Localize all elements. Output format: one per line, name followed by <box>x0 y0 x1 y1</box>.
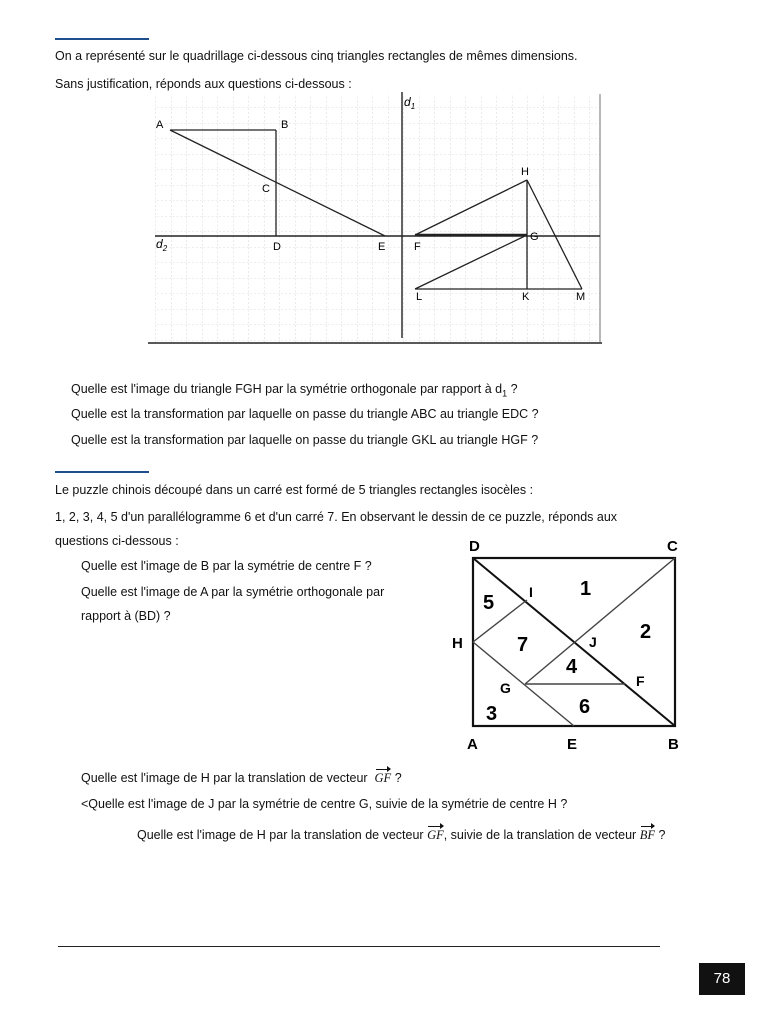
q3-suffix: ? <box>394 771 402 785</box>
label-g: G <box>500 680 511 696</box>
piece-3: 3 <box>486 703 498 725</box>
section2-question-3 <box>81 768 402 786</box>
footer-rule <box>58 946 660 947</box>
section2-question-2-line1: Quelle est l'image de A par la symétrie orthogonale par <box>81 585 385 599</box>
section2-question-4: <Quelle est l'image de J par la symétrie de centre G, suivie de la symétrie de centre H ? <box>81 797 568 811</box>
piece-4: 4 <box>566 656 578 678</box>
section2-question-2-line2: rapport à (BD) ? <box>81 609 171 623</box>
label-d: D <box>469 538 480 555</box>
piece-5: 5 <box>483 592 495 614</box>
grid-figure <box>140 92 605 347</box>
section1-question-3: Quelle est la transformation par laquelle on passe du triangle GKL au triangle HGF ? <box>71 433 539 447</box>
label-c: C <box>262 183 270 195</box>
section1-intro-line2: Sans justification, réponds aux questions ci-dessous : <box>55 77 352 91</box>
section1-question-2: Quelle est la transformation par laquelle on passe du triangle ABC au triangle EDC ? <box>71 407 539 421</box>
label-e: E <box>378 241 386 253</box>
label-f: F <box>414 241 421 253</box>
section1-question-1 <box>71 381 518 402</box>
piece-7: 7 <box>517 634 529 656</box>
q1-subscript: 1 <box>502 388 508 399</box>
section2-intro-line1: Le puzzle chinois découpé dans un carré est formé de 5 triangles rectangles isocèles : <box>55 483 534 497</box>
q5-mid: , suivie de la translation de vecteur <box>443 828 637 842</box>
label-a: A <box>467 736 478 753</box>
label-b: B <box>281 119 289 131</box>
label-h: H <box>452 635 463 652</box>
label-d: D <box>273 241 281 253</box>
label-c: C <box>667 538 678 555</box>
label-a: A <box>156 119 164 131</box>
label-b: B <box>668 736 679 753</box>
label-d2: $d_2$ <box>156 237 168 253</box>
label-m: M <box>576 291 586 303</box>
tangram-figure <box>445 533 700 758</box>
vector-gf: GF <box>375 768 392 786</box>
q1-text: Quelle est l'image du triangle FGH par la symétrie orthogonale par rapport à d <box>71 382 503 396</box>
piece-1: 1 <box>580 578 592 600</box>
section2-question-1: Quelle est l'image de B par la symétrie de centre F ? <box>81 559 372 573</box>
vector-bf: BF <box>640 825 655 843</box>
grid-background <box>155 94 600 342</box>
label-f: F <box>636 673 645 689</box>
label-e: E <box>567 736 578 753</box>
section-rule-2 <box>55 471 149 473</box>
label-j: J <box>589 634 597 650</box>
section2-question-5 <box>137 825 665 843</box>
label-g: G <box>530 231 539 243</box>
page-number: 78 <box>699 963 745 995</box>
section-rule-1 <box>55 38 149 40</box>
label-l: L <box>416 291 423 303</box>
label-i: I <box>529 584 533 600</box>
section2-intro-line3: questions ci-dessous : <box>55 534 179 548</box>
piece-6: 6 <box>579 696 591 718</box>
q5-suffix: ? <box>658 828 666 842</box>
vector-gf-2: GF <box>427 825 444 843</box>
q3-text: Quelle est l'image de H par la translation de vecteur <box>81 771 368 785</box>
q5-text: Quelle est l'image de H par la translation de vecteur <box>137 828 424 842</box>
label-h: H <box>521 166 529 178</box>
section1-intro-line1: On a représenté sur le quadrillage ci-dessous cinq triangles rectangles de mêmes dimensions. <box>55 49 578 63</box>
piece-2: 2 <box>640 621 652 643</box>
section2-intro-line2: 1, 2, 3, 4, 5 d'un parallélogramme 6 et d'un carré 7. En observant le dessin de ce puzzle, réponds aux <box>55 510 618 524</box>
q1-suffix: ? <box>507 382 518 396</box>
label-d1: $d_1$ <box>404 95 416 111</box>
label-k: K <box>522 291 530 303</box>
